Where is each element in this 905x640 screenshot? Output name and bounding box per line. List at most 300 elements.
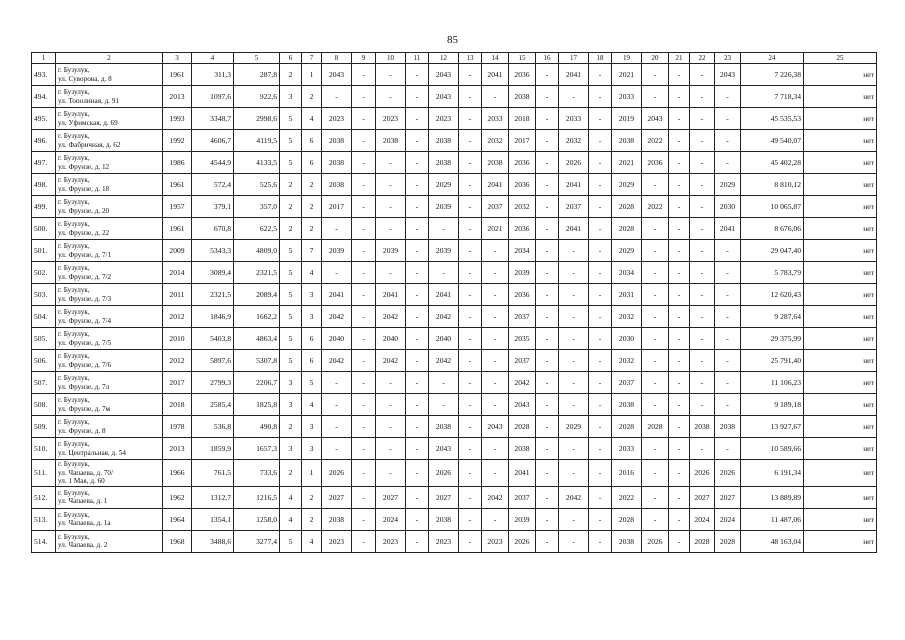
table-cell: 2014 xyxy=(163,262,192,284)
table-cell: 2030 xyxy=(715,196,741,218)
table-cell: - xyxy=(352,130,376,152)
table-cell: - xyxy=(589,306,612,328)
row-number-cell: 503. xyxy=(32,284,56,306)
address-cell xyxy=(56,240,163,262)
table-cell: 2036 xyxy=(509,284,536,306)
table-cell: 2043 xyxy=(429,64,459,86)
table-cell: 2018 xyxy=(509,108,536,130)
table-cell: - xyxy=(429,262,459,284)
table-cell: - xyxy=(406,394,429,416)
table-cell: - xyxy=(536,86,559,108)
table-cell: нет xyxy=(804,108,877,130)
table-cell: 4 xyxy=(280,508,302,530)
column-number-cell: 21 xyxy=(669,53,690,64)
table-cell: 2042 xyxy=(429,306,459,328)
table-cell: - xyxy=(459,394,482,416)
table-cell: - xyxy=(482,394,509,416)
table-row xyxy=(32,64,877,86)
table-row xyxy=(32,86,877,108)
table-cell: - xyxy=(559,350,589,372)
table-cell: 1962 xyxy=(163,486,192,508)
table-cell: - xyxy=(406,130,429,152)
table-cell: 2042 xyxy=(559,486,589,508)
table-cell: - xyxy=(715,372,741,394)
address-cell xyxy=(56,86,163,108)
address-line: ул. Чапаева, д. 1 xyxy=(58,497,108,505)
row-number-cell: 512. xyxy=(32,486,56,508)
address-line: г. Бузулук, xyxy=(58,374,90,382)
table-cell: 9 189,18 xyxy=(741,394,804,416)
table-cell: нет xyxy=(804,174,877,196)
table-cell: 7 718,34 xyxy=(741,86,804,108)
column-number-cell: 14 xyxy=(482,53,509,64)
table-cell: 2038 xyxy=(322,174,352,196)
table-cell: - xyxy=(376,218,406,240)
table-cell: - xyxy=(352,328,376,350)
table-cell: - xyxy=(459,508,482,530)
table-cell: 4809,0 xyxy=(234,240,280,262)
table-cell: - xyxy=(482,306,509,328)
table-cell: 5 xyxy=(280,530,302,552)
table-cell: нет xyxy=(804,486,877,508)
table-cell: - xyxy=(376,262,406,284)
table-row xyxy=(32,372,877,394)
table-cell: 2038 xyxy=(429,508,459,530)
table-cell: - xyxy=(352,438,376,460)
table-cell: - xyxy=(589,328,612,350)
table-cell: - xyxy=(536,416,559,438)
table-cell: - xyxy=(352,86,376,108)
row-number-cell: 495. xyxy=(32,108,56,130)
table-cell: 2042 xyxy=(376,350,406,372)
table-cell: 2 xyxy=(302,86,322,108)
table-cell: 2023 xyxy=(429,530,459,552)
table-cell: - xyxy=(352,306,376,328)
address-line: г. Бузулук, xyxy=(58,220,90,228)
table-cell: - xyxy=(459,152,482,174)
address-line: г. Бузулук, xyxy=(58,510,90,519)
table-cell: 2022 xyxy=(612,486,642,508)
table-cell: 1961 xyxy=(163,64,192,86)
table-cell: - xyxy=(459,64,482,86)
table-cell: 4 xyxy=(302,530,322,552)
table-row xyxy=(32,130,877,152)
table-cell: - xyxy=(669,108,690,130)
table-cell: 11 106,23 xyxy=(741,372,804,394)
table-cell: 2038 xyxy=(322,152,352,174)
table-cell: 2037 xyxy=(612,372,642,394)
row-number-cell: 499. xyxy=(32,196,56,218)
table-cell: - xyxy=(482,350,509,372)
table-cell: 2039 xyxy=(322,240,352,262)
table-cell: - xyxy=(589,438,612,460)
table-cell: 2038 xyxy=(376,130,406,152)
table-cell: 2023 xyxy=(322,108,352,130)
table-cell: 2033 xyxy=(482,108,509,130)
table-cell: - xyxy=(589,372,612,394)
table-cell: - xyxy=(459,108,482,130)
table-cell: - xyxy=(322,394,352,416)
table-cell: 2089,4 xyxy=(234,284,280,306)
row-number-cell: 505. xyxy=(32,328,56,350)
table-cell: 2032 xyxy=(509,196,536,218)
table-cell: - xyxy=(459,174,482,196)
table-cell: 525,6 xyxy=(234,174,280,196)
table-cell: 3 xyxy=(280,394,302,416)
table-cell: 1968 xyxy=(163,530,192,552)
table-cell: 2026 xyxy=(559,152,589,174)
table-cell: 2043 xyxy=(509,394,536,416)
table-cell: - xyxy=(536,284,559,306)
table-cell: 2043 xyxy=(715,64,741,86)
table-cell: - xyxy=(559,306,589,328)
column-number-cell: 10 xyxy=(376,53,406,64)
table-cell: - xyxy=(690,108,715,130)
table-cell: - xyxy=(352,350,376,372)
table-cell: - xyxy=(559,328,589,350)
table-cell: 2027 xyxy=(376,486,406,508)
table-cell: 2028 xyxy=(612,508,642,530)
table-cell: - xyxy=(376,64,406,86)
table-cell: 5 xyxy=(280,262,302,284)
table-row xyxy=(32,486,877,508)
table-cell: 2028 xyxy=(715,530,741,552)
table-cell: - xyxy=(536,394,559,416)
address-line: ул. Фрунзе, д. 7/5 xyxy=(58,338,112,347)
address-line: ул. Фрунзе, д. 7/2 xyxy=(58,272,112,281)
table-cell: - xyxy=(376,152,406,174)
table-cell: - xyxy=(322,438,352,460)
table-cell: 10 589,66 xyxy=(741,438,804,460)
table-cell: - xyxy=(482,262,509,284)
table-cell: 2024 xyxy=(690,508,715,530)
table-cell: 2026 xyxy=(715,460,741,487)
table-cell: - xyxy=(429,394,459,416)
table-cell: - xyxy=(482,460,509,487)
table-cell: - xyxy=(482,240,509,262)
table-cell: 2026 xyxy=(509,530,536,552)
table-cell: - xyxy=(715,394,741,416)
column-number-cell: 5 xyxy=(234,53,280,64)
address-line: ул. Тополиная, д. 91 xyxy=(58,96,120,105)
table-cell: нет xyxy=(804,530,877,552)
column-number-cell: 20 xyxy=(642,53,669,64)
table-cell: - xyxy=(589,152,612,174)
table-cell: 48 163,04 xyxy=(741,530,804,552)
table-cell: 3 xyxy=(302,306,322,328)
table-cell: - xyxy=(406,196,429,218)
table-cell: 3 xyxy=(302,284,322,306)
table-cell: 2043 xyxy=(322,64,352,86)
table-cell: 1 xyxy=(302,460,322,487)
table-cell: - xyxy=(482,372,509,394)
address-line: г. Бузулук, xyxy=(58,352,90,360)
table-cell: - xyxy=(642,174,669,196)
table-cell: 2036 xyxy=(642,152,669,174)
table-cell: 2037 xyxy=(509,306,536,328)
table-cell: - xyxy=(589,416,612,438)
table-cell: - xyxy=(642,64,669,86)
table-cell: 490,8 xyxy=(234,416,280,438)
table-cell: 1957 xyxy=(163,196,192,218)
table-cell: - xyxy=(406,152,429,174)
address-line: г. Бузулук, xyxy=(58,66,90,74)
table-cell: 5 xyxy=(280,306,302,328)
table-cell: - xyxy=(642,218,669,240)
table-cell: 2027 xyxy=(690,486,715,508)
table-cell: 2037 xyxy=(482,196,509,218)
table-cell: 2043 xyxy=(429,438,459,460)
column-number-cell: 13 xyxy=(459,53,482,64)
table-cell: 2 xyxy=(280,196,302,218)
table-cell: - xyxy=(406,328,429,350)
address-line: г. Бузулук, xyxy=(58,308,90,316)
table-cell: - xyxy=(715,108,741,130)
table-cell: - xyxy=(536,174,559,196)
address-line: г. Бузулук, xyxy=(58,488,90,497)
table-cell: - xyxy=(642,350,669,372)
table-cell: 2012 xyxy=(163,350,192,372)
table-cell: 2 xyxy=(280,174,302,196)
table-cell: нет xyxy=(804,460,877,487)
table-cell: 2038 xyxy=(612,530,642,552)
table-cell: - xyxy=(376,174,406,196)
table-cell: 8 676,06 xyxy=(741,218,804,240)
address-cell xyxy=(56,394,163,416)
address-cell xyxy=(56,218,163,240)
table-cell: 2028 xyxy=(642,416,669,438)
table-cell: - xyxy=(536,460,559,487)
table-cell: 2023 xyxy=(429,108,459,130)
column-number-cell: 12 xyxy=(429,53,459,64)
table-cell: 2010 xyxy=(163,328,192,350)
table-cell: - xyxy=(642,372,669,394)
table-cell: - xyxy=(690,86,715,108)
table-cell: - xyxy=(406,284,429,306)
table-cell: 2027 xyxy=(322,486,352,508)
table-cell: - xyxy=(690,174,715,196)
table-cell: - xyxy=(715,350,741,372)
table-row xyxy=(32,508,877,530)
column-number-cell: 4 xyxy=(192,53,234,64)
table-cell: - xyxy=(589,530,612,552)
table-cell: 3488,6 xyxy=(192,530,234,552)
table-cell: 2032 xyxy=(482,130,509,152)
table-cell: - xyxy=(536,372,559,394)
table-cell: - xyxy=(690,240,715,262)
table-cell: 2032 xyxy=(612,306,642,328)
table-cell: - xyxy=(459,130,482,152)
column-number-cell: 25 xyxy=(804,53,877,64)
table-cell: - xyxy=(559,438,589,460)
table-cell: - xyxy=(536,486,559,508)
table-cell: 2024 xyxy=(376,508,406,530)
table-cell: 2040 xyxy=(376,328,406,350)
table-cell: 2026 xyxy=(690,460,715,487)
table-cell: - xyxy=(352,486,376,508)
table-cell: 2033 xyxy=(612,438,642,460)
table-cell: 2039 xyxy=(509,508,536,530)
address-line: г. Бузулук, xyxy=(58,396,90,404)
table-cell: нет xyxy=(804,196,877,218)
table-cell: 2011 xyxy=(163,284,192,306)
table-cell: 1258,0 xyxy=(234,508,280,530)
table-cell: 2037 xyxy=(559,196,589,218)
table-cell: 2032 xyxy=(612,350,642,372)
table-cell: нет xyxy=(804,508,877,530)
table-cell: 357,0 xyxy=(234,196,280,218)
table-cell: 2043 xyxy=(642,108,669,130)
table-cell: 2041 xyxy=(482,64,509,86)
table-cell: - xyxy=(559,284,589,306)
table-cell: 2042 xyxy=(322,306,352,328)
table-cell: 2021 xyxy=(612,64,642,86)
table-cell: 2021 xyxy=(612,152,642,174)
table-cell: 2023 xyxy=(376,530,406,552)
table-cell: - xyxy=(669,218,690,240)
table-cell: - xyxy=(690,130,715,152)
table-cell: - xyxy=(406,218,429,240)
table-row xyxy=(32,394,877,416)
table-cell: - xyxy=(690,328,715,350)
table-cell: - xyxy=(536,64,559,86)
table-cell: 13 927,67 xyxy=(741,416,804,438)
table-cell: 536,8 xyxy=(192,416,234,438)
address-cell xyxy=(56,108,163,130)
table-cell: 1993 xyxy=(163,108,192,130)
table-cell: - xyxy=(406,530,429,552)
table-row xyxy=(32,328,877,350)
table-cell: 2036 xyxy=(509,174,536,196)
table-cell: 4 xyxy=(302,108,322,130)
table-cell: - xyxy=(459,240,482,262)
column-number-cell: 6 xyxy=(280,53,302,64)
table-cell: 2029 xyxy=(429,174,459,196)
table-cell: - xyxy=(589,64,612,86)
table-cell: 922,6 xyxy=(234,86,280,108)
table-cell: 2038 xyxy=(429,152,459,174)
table-cell: - xyxy=(669,486,690,508)
table-cell: 2041 xyxy=(482,174,509,196)
table-cell: 572,4 xyxy=(192,174,234,196)
table-cell: 2041 xyxy=(322,284,352,306)
table-cell: 7 xyxy=(302,240,322,262)
address-cell xyxy=(56,284,163,306)
housing-registry-table xyxy=(31,52,877,553)
table-cell: 1986 xyxy=(163,152,192,174)
table-cell: - xyxy=(669,86,690,108)
address-line: г. Бузулук, xyxy=(58,154,90,162)
row-number-cell: 504. xyxy=(32,306,56,328)
address-line: ул. Фабричная, д. 62 xyxy=(58,140,121,149)
table-cell: 3 xyxy=(302,438,322,460)
table-cell: 2021 xyxy=(482,218,509,240)
table-cell: 2038 xyxy=(612,394,642,416)
table-cell: 2022 xyxy=(642,196,669,218)
table-cell: - xyxy=(376,196,406,218)
table-cell: - xyxy=(589,196,612,218)
table-cell: 4 xyxy=(302,262,322,284)
table-cell: - xyxy=(690,372,715,394)
table-cell: - xyxy=(406,350,429,372)
table-cell: - xyxy=(589,350,612,372)
table-cell: - xyxy=(669,196,690,218)
table-cell: 2026 xyxy=(642,530,669,552)
table-cell: 7 226,38 xyxy=(741,64,804,86)
address-line: ул. Фрунзе, д. 7/1 xyxy=(58,250,112,259)
table-cell: - xyxy=(642,306,669,328)
address-cell xyxy=(56,460,163,487)
table-cell: - xyxy=(459,262,482,284)
table-cell: 3348,7 xyxy=(192,108,234,130)
table-cell: 4 xyxy=(280,486,302,508)
table-cell: 6 xyxy=(302,328,322,350)
table-cell: - xyxy=(482,328,509,350)
table-row xyxy=(32,174,877,196)
table-cell: 6 xyxy=(302,350,322,372)
table-cell: 2013 xyxy=(163,86,192,108)
table-cell: - xyxy=(352,284,376,306)
table-cell: - xyxy=(536,508,559,530)
table-cell: - xyxy=(715,438,741,460)
table-cell: нет xyxy=(804,240,877,262)
table-cell: - xyxy=(406,174,429,196)
table-cell: 2206,7 xyxy=(234,372,280,394)
table-cell: - xyxy=(536,306,559,328)
address-line: ул. Фрунзе, д. 20 xyxy=(58,206,110,215)
address-line: г. Бузулук, xyxy=(58,460,90,468)
table-cell: - xyxy=(669,152,690,174)
address-line: ул. Центральная, д. 54 xyxy=(58,448,127,457)
table-cell: нет xyxy=(804,416,877,438)
table-cell: - xyxy=(589,262,612,284)
table-cell: - xyxy=(352,108,376,130)
address-line: г. Бузулук, xyxy=(58,440,90,448)
table-cell: 1961 xyxy=(163,174,192,196)
table-cell: 2039 xyxy=(429,240,459,262)
table-cell: 2585,4 xyxy=(192,394,234,416)
table-cell: 2 xyxy=(302,174,322,196)
table-cell: 2042 xyxy=(429,350,459,372)
address-line: ул. Фрунзе, д. 12 xyxy=(58,162,110,171)
table-cell: 2028 xyxy=(612,196,642,218)
table-cell: - xyxy=(459,86,482,108)
table-cell: - xyxy=(406,108,429,130)
column-number-cell: 3 xyxy=(163,53,192,64)
table-cell: - xyxy=(536,240,559,262)
table-cell: - xyxy=(376,416,406,438)
table-cell: 2017 xyxy=(509,130,536,152)
table-cell: 1859,9 xyxy=(192,438,234,460)
address-line: ул. Фрунзе, д. 7л xyxy=(58,382,110,391)
table-cell: - xyxy=(642,486,669,508)
table-cell: 2 xyxy=(302,486,322,508)
table-cell: - xyxy=(559,460,589,487)
address-line: ул. Фрунзе, д. 7/3 xyxy=(58,294,112,303)
table-cell: 3 xyxy=(280,86,302,108)
table-cell: 287,8 xyxy=(234,64,280,86)
table-cell: - xyxy=(669,350,690,372)
table-cell: - xyxy=(376,372,406,394)
table-row xyxy=(32,284,877,306)
table-cell: - xyxy=(559,530,589,552)
table-cell: 6 xyxy=(302,152,322,174)
table-cell: 2028 xyxy=(612,416,642,438)
table-cell: - xyxy=(589,108,612,130)
table-cell: 2033 xyxy=(612,86,642,108)
table-cell: 1312,7 xyxy=(192,486,234,508)
table-cell: - xyxy=(459,438,482,460)
